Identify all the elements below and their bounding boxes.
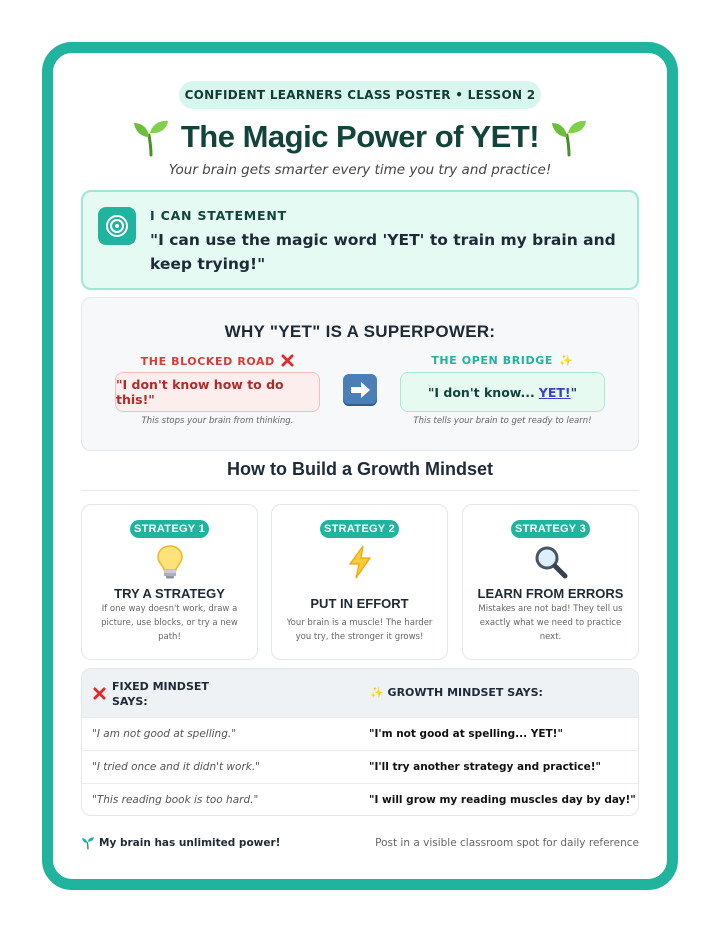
- strategy-title: PUT IN EFFORT: [310, 596, 409, 611]
- light-bulb-icon: [150, 543, 190, 581]
- blocked-quote: "I don't know how to do this!": [115, 372, 320, 412]
- strategy-title: TRY A STRATEGY: [114, 586, 225, 601]
- sprout-icon: [81, 836, 95, 850]
- strategy-card-3: [462, 504, 639, 660]
- fixed-cell: "I am not good at spelling.": [92, 728, 237, 740]
- open-bridge-label: THE OPEN BRIDGE ✨: [431, 354, 574, 367]
- sparkles-icon: ✨: [370, 686, 384, 699]
- strategy-title: LEARN FROM ERRORS: [477, 586, 624, 601]
- lesson-pill: CONFIDENT LEARNERS CLASS POSTER • LESSON 2: [179, 81, 541, 109]
- table-row: [82, 783, 638, 816]
- footer-note: Post in a visible classroom spot for daily reference: [375, 837, 639, 849]
- growth-header: GROWTH MINDSET SAYS:: [387, 686, 543, 699]
- page-subtitle: Your brain gets smarter every time you try and practice!: [168, 162, 552, 178]
- right-arrow-icon: [343, 374, 377, 406]
- yet-word: YET!: [538, 384, 571, 400]
- strategy-desc: If one way doesn't work, draw a picture, use blocks, or try a new path!: [101, 604, 238, 642]
- open-caption: This tells your brain to get ready to learn!: [413, 416, 592, 426]
- magnifying-glass-icon: [531, 543, 571, 581]
- strategy-badge: STRATEGY 1: [130, 520, 209, 538]
- mindset-table: [81, 668, 639, 816]
- target-icon: [98, 207, 136, 245]
- open-quote: "I don't know... YET! ": [400, 372, 605, 412]
- strategy-badge: STRATEGY 3: [511, 520, 590, 538]
- strategy-card-1: [81, 504, 258, 660]
- lightning-icon: [340, 543, 380, 581]
- blocked-road-label: THE BLOCKED ROAD: [115, 354, 320, 368]
- page-title: The Magic Power of YET!: [180, 119, 540, 154]
- i-can-card: [81, 190, 639, 290]
- table-header: [82, 669, 638, 717]
- cross-mark-icon: [93, 687, 106, 700]
- fixed-header: FIXED MINDSET SAYS:: [112, 680, 209, 708]
- footer-motto: My brain has unlimited power!: [99, 837, 281, 849]
- blocked-caption: This stops your brain from thinking.: [141, 416, 294, 426]
- why-yet-panel: [81, 297, 639, 451]
- table-row: [82, 750, 638, 784]
- strategy-badge: STRATEGY 2: [320, 520, 399, 538]
- i-can-label: I CAN STATEMENT: [150, 208, 287, 223]
- strategy-desc: Your brain is a muscle! The harder you try, the stronger it grows!: [286, 618, 433, 642]
- i-can-statement: "I can use the magic word 'YET' to train my brain and keep trying!": [150, 231, 616, 273]
- growth-header-row: [370, 686, 543, 699]
- growth-cell: "I'll try another strategy and practice!": [369, 761, 602, 773]
- sprout-icon: [131, 117, 171, 157]
- strategy-desc: Mistakes are not bad! They tell us exactly what we need to practice next.: [478, 604, 623, 642]
- strategy-card-2: [271, 504, 448, 660]
- sparkles-icon: ✨: [559, 354, 574, 367]
- table-row: [82, 717, 638, 751]
- growth-cell: "I will grow my reading muscles day by day!": [369, 794, 636, 806]
- fixed-cell: "This reading book is too hard.": [92, 794, 259, 806]
- strategies-heading: How to Build a Growth Mindset: [227, 459, 493, 479]
- divider: [81, 490, 639, 491]
- fixed-cell: "I tried once and it didn't work.": [92, 761, 261, 773]
- page-title-row: [80, 114, 640, 160]
- cross-mark-icon: [281, 354, 294, 367]
- footer-left: [81, 836, 280, 850]
- growth-cell: "I'm not good at spelling... YET!": [369, 728, 563, 740]
- why-title: WHY "YET" IS A SUPERPOWER:: [224, 322, 496, 341]
- sprout-icon: [549, 117, 589, 157]
